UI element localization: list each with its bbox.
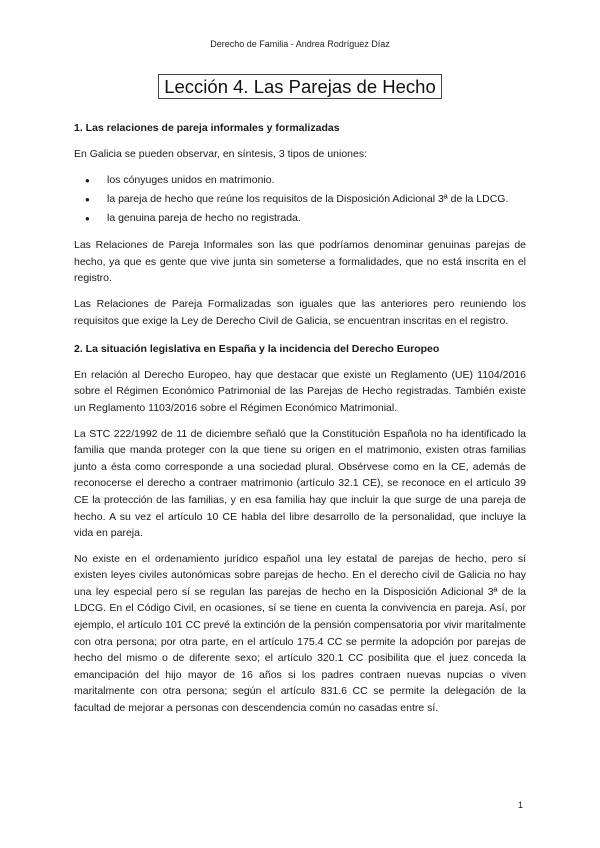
- union-types-list: [74, 171, 526, 228]
- section-1-paragraph: Las Relaciones de Pareja Formalizadas son iguales que las anteriores pero reuniendo los requisitos que exige la Ley de Derecho Civil de Galicia, se encuentran inscritas en el registro.: [74, 297, 526, 327]
- section-2-paragraph: La STC 222/1992 de 11 de diciembre señaló que la Constitución Española no ha identificado la familia que manda proteger con la que tiene su origen en el matrimonio, existen otras familias junto a ésta como corresponde a una sociedad plural. Obsérvese como en la CE, además de reconocerse el derecho a contraer matrimonio (artículo 32.1 CE), se reconoce en el artículo 39 CE la protección de las familias, y en esa familia hay que incluir la que surge de una pareja de hecho. A su vez el artículo 10 CE habla del libre desarrollo de la personalidad, que incluye la vida en pareja.: [74, 427, 526, 540]
- page-number: 1: [518, 800, 524, 810]
- document-body: [74, 120, 526, 726]
- list-item: ● los cónyuges unidos en matrimonio.: [107, 171, 526, 190]
- list-item: ● la pareja de hecho que reúne los requisitos de la Disposición Adicional 3ª de la LDCG.: [107, 190, 526, 209]
- section-2-paragraph: No existe en el ordenamiento jurídico español una ley estatal de parejas de hecho, pero sí existen leyes civiles autonómicas sobre parejas de hecho. En el derecho civil de Galicia no hay una ley especial pero sí se regulan las parejas de hecho en la Disposición Adicional 3ª de la LDCG. En el Código Civil, en ocasiones, sí se tiene en cuenta la convivencia en pareja. Así, por ejemplo, el artículo 101 CC prevé la extinción de la pensión compensatoria por vivir maritalmente con otra persona; por otra parte, en el artículo 175.4 CC se permite la adopción por parejas de hecho del mismo o de diferente sexo; el artículo 320.1 CC posibilita que el juez conceda la emancipación del hijo mayor de 16 años si los padres contraen nuevas nupcias o viven maritalmente con otra persona; según el artículo 831.6 CC se permite la delegación de la facultad de mejorar a personas con descendencia común no casadas entre sí.: [74, 552, 526, 715]
- section-2-heading: 2. La situación legislativa en España y la incidencia del Derecho Europeo: [74, 343, 440, 356]
- section-1-intro: En Galicia se pueden observar, en síntesis, 3 tipos de uniones:: [74, 147, 368, 160]
- page-header: Derecho de Familia - Andrea Rodríguez Díaz: [210, 39, 390, 49]
- section-2-paragraph: En relación al Derecho Europeo, hay que destacar que existe un Reglamento (UE) 1104/2016 sobre el Régimen Económico Patrimonial de las Parejas de Hecho registradas. También existe un Reglamento 1103/2016 sobre el Régimen Económico Matrimonial.: [74, 368, 526, 414]
- page-title: Lección 4. Las Parejas de Hecho: [158, 74, 442, 99]
- section-1-paragraph: Las Relaciones de Pareja Informales son las que podríamos denominar genuinas parejas de hecho, ya que es gente que vive junta sin someterse a formalidades, que no está inscrita en el registro.: [74, 239, 526, 285]
- list-item: ● la genuina pareja de hecho no registrada.: [107, 209, 526, 228]
- section-1-heading: 1. Las relaciones de pareja informales y formalizadas: [74, 122, 340, 134]
- page-title-wrapper: [0, 76, 600, 98]
